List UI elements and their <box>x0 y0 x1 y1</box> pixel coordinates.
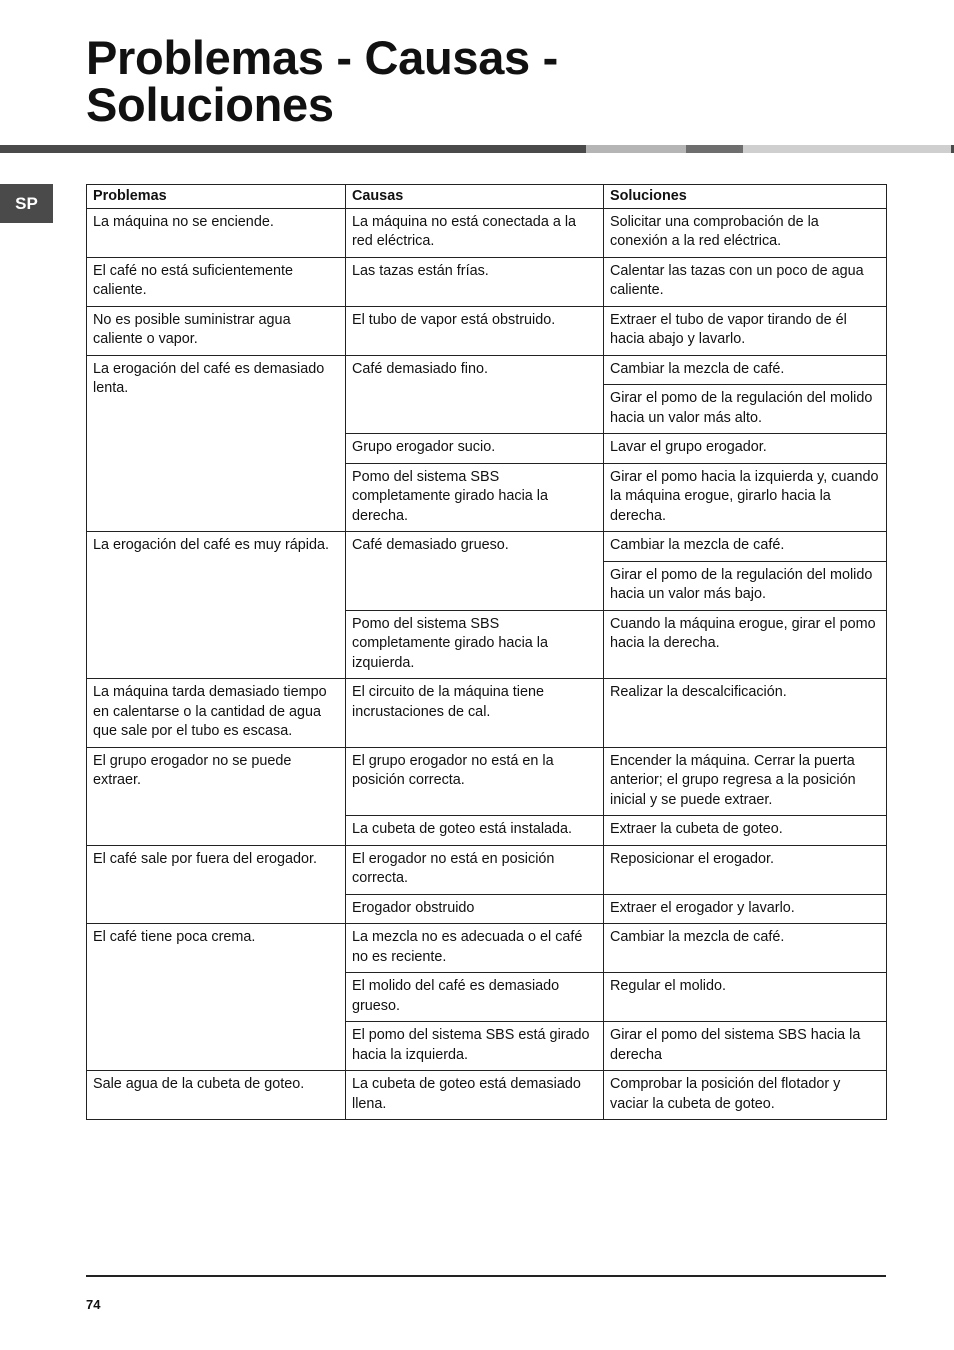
page-title-line-1: Problemas - Causas - <box>86 31 559 84</box>
column-header-solutions: Soluciones <box>604 185 887 209</box>
problem-cell: El café no está suficientemente caliente. <box>87 257 346 306</box>
solution-cell: Calentar las tazas con un poco de agua caliente. <box>604 257 887 306</box>
problem-cell: La máquina tarda demasiado tiempo en calentarse o la cantidad de agua que sale por el tubo es escasa. <box>87 679 346 748</box>
problem-cell: Sale agua de la cubeta de goteo. <box>87 1071 346 1120</box>
cause-cell: Café demasiado grueso. <box>346 532 604 611</box>
language-tab: SP <box>0 184 53 223</box>
solution-cell: Extraer la cubeta de goteo. <box>604 816 887 846</box>
cause-cell: Erogador obstruido <box>346 894 604 924</box>
cause-cell: El circuito de la máquina tiene incrustaciones de cal. <box>346 679 604 748</box>
table-row <box>87 679 887 748</box>
page-title-line-2: Soluciones <box>86 78 334 131</box>
cause-cell: Café demasiado fino. <box>346 355 604 434</box>
solution-cell: Girar el pomo hacia la izquierda y, cuando la máquina erogue, girarlo hacia la derecha. <box>604 463 887 532</box>
solution-cell: Cambiar la mezcla de café. <box>604 924 887 973</box>
troubleshooting-table <box>86 184 887 1120</box>
cause-cell: La cubeta de goteo está instalada. <box>346 816 604 846</box>
solution-cell: Reposicionar el erogador. <box>604 845 887 894</box>
table-row <box>87 924 887 973</box>
cause-cell: El tubo de vapor está obstruido. <box>346 306 604 355</box>
solution-cell: Cuando la máquina erogue, girar el pomo hacia la derecha. <box>604 610 887 679</box>
solution-cell: Comprobar la posición del flotador y vaciar la cubeta de goteo. <box>604 1071 887 1120</box>
cause-cell: La cubeta de goteo está demasiado llena. <box>346 1071 604 1120</box>
solution-cell: Solicitar una comprobación de la conexión a la red eléctrica. <box>604 208 887 257</box>
cause-cell: Grupo erogador sucio. <box>346 434 604 464</box>
solution-cell: Regular el molido. <box>604 973 887 1022</box>
table-row <box>87 747 887 816</box>
cause-cell: La máquina no está conectada a la red eléctrica. <box>346 208 604 257</box>
problem-cell: No es posible suministrar agua caliente o vapor. <box>87 306 346 355</box>
table-row <box>87 257 887 306</box>
column-header-causes: Causas <box>346 185 604 209</box>
cause-cell: Pomo del sistema SBS completamente girado hacia la derecha. <box>346 463 604 532</box>
page-number: 74 <box>86 1297 101 1312</box>
solution-cell: Girar el pomo de la regulación del molido hacia un valor más bajo. <box>604 561 887 610</box>
table-row <box>87 532 887 562</box>
solution-cell: Realizar la descalcificación. <box>604 679 887 748</box>
solution-cell: Extraer el erogador y lavarlo. <box>604 894 887 924</box>
stripe-segment <box>586 145 686 153</box>
table-row <box>87 1071 887 1120</box>
problem-cell: El café sale por fuera del erogador. <box>87 845 346 924</box>
table-row <box>87 355 887 385</box>
problem-cell: La erogación del café es demasiado lenta. <box>87 355 346 532</box>
stripe-segment <box>743 145 951 153</box>
solution-cell: Girar el pomo del sistema SBS hacia la derecha <box>604 1022 887 1071</box>
solution-cell: Extraer el tubo de vapor tirando de él hacia abajo y lavarlo. <box>604 306 887 355</box>
column-header-problems: Problemas <box>87 185 346 209</box>
stripe-segment <box>0 145 586 153</box>
solution-cell: Encender la máquina. Cerrar la puerta anterior; el grupo regresa a la posición inicial y se puede extraer. <box>604 747 887 816</box>
table-row <box>87 845 887 894</box>
problem-cell: La máquina no se enciende. <box>87 208 346 257</box>
table-body <box>87 208 887 1120</box>
table-header-row <box>87 185 887 209</box>
cause-cell: El molido del café es demasiado grueso. <box>346 973 604 1022</box>
cause-cell: Pomo del sistema SBS completamente girado hacia la izquierda. <box>346 610 604 679</box>
stripe-segment <box>686 145 743 153</box>
cause-cell: La mezcla no es adecuada o el café no es reciente. <box>346 924 604 973</box>
solution-cell: Cambiar la mezcla de café. <box>604 532 887 562</box>
cause-cell: Las tazas están frías. <box>346 257 604 306</box>
footer-divider <box>86 1275 886 1277</box>
problem-cell: El café tiene poca crema. <box>87 924 346 1071</box>
table-row <box>87 208 887 257</box>
solution-cell: Girar el pomo de la regulación del molido hacia un valor más alto. <box>604 385 887 434</box>
problem-cell: El grupo erogador no se puede extraer. <box>87 747 346 845</box>
solution-cell: Lavar el grupo erogador. <box>604 434 887 464</box>
cause-cell: El pomo del sistema SBS está girado hacia la izquierda. <box>346 1022 604 1071</box>
cause-cell: El erogador no está en posición correcta. <box>346 845 604 894</box>
page-title <box>86 31 559 131</box>
solution-cell: Cambiar la mezcla de café. <box>604 355 887 385</box>
problem-cell: La erogación del café es muy rápida. <box>87 532 346 679</box>
cause-cell: El grupo erogador no está en la posición correcta. <box>346 747 604 816</box>
table-row <box>87 306 887 355</box>
